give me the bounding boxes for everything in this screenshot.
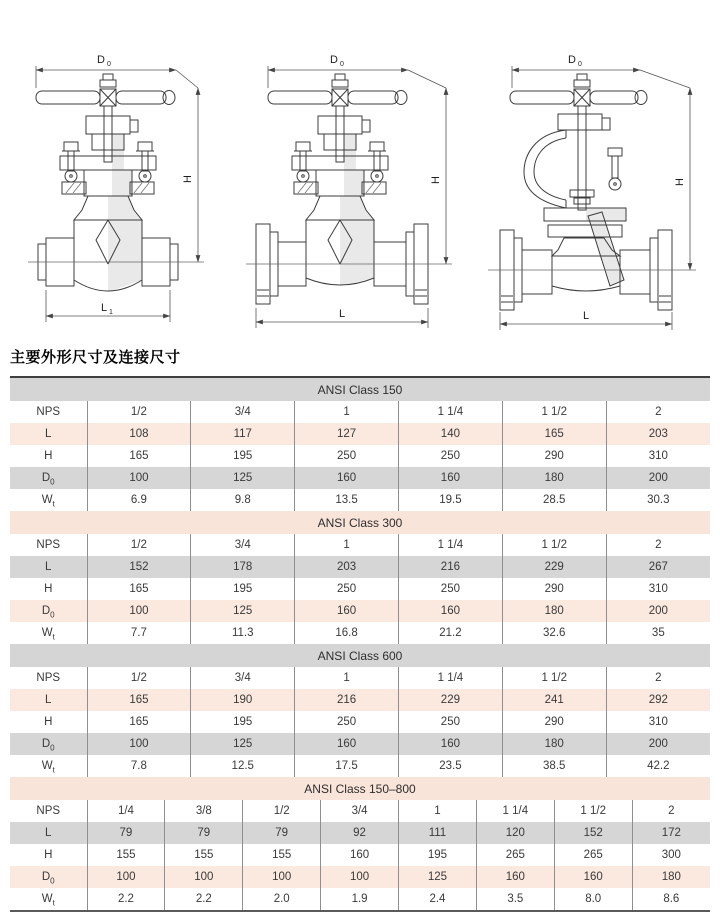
cell: 3.5 — [476, 888, 554, 910]
cell: 100 — [87, 467, 191, 489]
cell: 265 — [554, 844, 632, 866]
table-row — [10, 489, 710, 511]
cell: 160 — [398, 600, 502, 622]
cell: 160 — [295, 467, 399, 489]
cell: 16.8 — [295, 622, 399, 644]
cell: 12.5 — [191, 755, 295, 777]
cell: 21.2 — [398, 622, 502, 644]
cell: 3/8 — [165, 800, 243, 822]
cell: 216 — [398, 556, 502, 578]
cell: 180 — [632, 866, 710, 888]
dim-label-d0-sub: 0 — [107, 61, 111, 68]
cell: 79 — [87, 822, 165, 844]
cell: 3/4 — [191, 401, 295, 423]
cell: 100 — [165, 866, 243, 888]
cell: 155 — [243, 844, 321, 866]
cell: 160 — [295, 600, 399, 622]
table-title: ANSI Class 150–800 — [10, 777, 710, 800]
valve-body-drawing — [488, 74, 696, 310]
cell: 216 — [295, 689, 399, 711]
cell: 160 — [398, 733, 502, 755]
row-label: NPS — [36, 539, 61, 551]
row-label: L — [10, 822, 87, 844]
table-row — [10, 888, 710, 910]
cell: 1 1/4 — [398, 401, 502, 423]
table-title-row — [10, 644, 710, 667]
cell: 229 — [502, 556, 606, 578]
table-row — [10, 866, 710, 888]
dim-label-h: H — [430, 176, 442, 184]
cell: 155 — [87, 844, 165, 866]
cell: 125 — [191, 467, 295, 489]
cell: 1/2 — [243, 800, 321, 822]
table-row — [10, 689, 710, 711]
cell: 125 — [191, 600, 295, 622]
cell: 180 — [502, 600, 606, 622]
cell: 1 — [295, 667, 399, 689]
valve-drawing-flanged — [228, 40, 456, 332]
table-title-row — [10, 511, 710, 534]
cell: 250 — [398, 445, 502, 467]
cell: 9.8 — [191, 489, 295, 511]
table-row — [10, 822, 710, 844]
cell: 100 — [321, 866, 399, 888]
cell: 195 — [191, 711, 295, 733]
table-row — [10, 844, 710, 866]
cell: 38.5 — [502, 755, 606, 777]
table-row — [10, 445, 710, 467]
cell: 127 — [295, 423, 399, 445]
cell: 100 — [87, 600, 191, 622]
cell: 165 — [502, 423, 606, 445]
cell: 111 — [399, 822, 477, 844]
dim-label-d0: D — [330, 54, 338, 66]
table-row — [10, 401, 710, 423]
cell: 1/2 — [87, 401, 191, 423]
cell: 1 1/2 — [502, 534, 606, 556]
cell: 79 — [243, 822, 321, 844]
cell: 2.0 — [243, 888, 321, 910]
row-label: $D_0$ — [10, 467, 87, 489]
dimension-tables — [10, 376, 710, 912]
cell: 2 — [606, 401, 710, 423]
row-label: NPS — [36, 805, 61, 817]
table-row — [10, 556, 710, 578]
dim-label-h: H — [182, 175, 194, 183]
cell: 79 — [165, 822, 243, 844]
table-title: ANSI Class 300 — [10, 511, 710, 534]
cell: 120 — [476, 822, 554, 844]
cell: 290 — [502, 445, 606, 467]
cell: 125 — [191, 733, 295, 755]
cell: 250 — [398, 578, 502, 600]
cell: 100 — [87, 733, 191, 755]
section-heading: 主要外形尺寸及连接尺寸 — [10, 349, 181, 366]
cell: 310 — [606, 711, 710, 733]
row-label: $W_t$ — [41, 760, 55, 775]
valve-drawing-welded-end — [8, 40, 210, 332]
cell: 160 — [476, 866, 554, 888]
dim-label-l1-sub: 1 — [109, 309, 113, 316]
cell: 3/4 — [321, 800, 399, 822]
cell: 165 — [87, 689, 191, 711]
cell: 250 — [295, 445, 399, 467]
cell: 1.9 — [321, 888, 399, 910]
cell: 1 1/2 — [554, 800, 632, 822]
row-label: $D_0$ — [10, 733, 87, 755]
table-row — [10, 667, 710, 689]
cell: 172 — [632, 822, 710, 844]
table-row — [10, 578, 710, 600]
cell: 6.9 — [87, 489, 191, 511]
dim-label-d0: D — [97, 54, 105, 66]
cell: 8.0 — [554, 888, 632, 910]
row-label: $D_0$ — [10, 866, 87, 888]
cell: 117 — [191, 423, 295, 445]
dim-label-d0-sub: 0 — [578, 61, 582, 68]
cell: 152 — [87, 556, 191, 578]
row-label: H — [44, 849, 53, 861]
row-label: H — [44, 450, 53, 462]
cell: 1 1/4 — [398, 534, 502, 556]
cell: 250 — [398, 711, 502, 733]
cell: 267 — [606, 556, 710, 578]
cell: 241 — [502, 689, 606, 711]
cell: 13.5 — [295, 489, 399, 511]
cell: 108 — [87, 423, 191, 445]
table-row — [10, 622, 710, 644]
valve-body-drawing — [246, 74, 452, 304]
cell: 195 — [399, 844, 477, 866]
cell: 250 — [295, 578, 399, 600]
cell: 160 — [321, 844, 399, 866]
cell: 19.5 — [398, 489, 502, 511]
cell: 7.7 — [87, 622, 191, 644]
cell: 160 — [554, 866, 632, 888]
table-row — [10, 534, 710, 556]
cell: 190 — [191, 689, 295, 711]
table-title-row — [10, 777, 710, 800]
table-row — [10, 800, 710, 822]
table-row — [10, 711, 710, 733]
cell: 100 — [87, 866, 165, 888]
cell: 165 — [87, 445, 191, 467]
cell: 1 1/2 — [502, 401, 606, 423]
cell: 1 — [295, 401, 399, 423]
cell: 125 — [399, 866, 477, 888]
cell: 165 — [87, 578, 191, 600]
table-ansi-class-150-800 — [10, 777, 710, 910]
cell: 2.2 — [165, 888, 243, 910]
cell: 28.5 — [502, 489, 606, 511]
cell: 3/4 — [191, 534, 295, 556]
dim-label-l: L — [582, 310, 590, 322]
cell: 3/4 — [191, 667, 295, 689]
cell: 8.6 — [632, 888, 710, 910]
dim-label-l: L — [338, 308, 346, 320]
cell: 310 — [606, 578, 710, 600]
cell: 1/2 — [87, 667, 191, 689]
table-title: ANSI Class 600 — [10, 644, 710, 667]
cell: 165 — [87, 711, 191, 733]
cell: 2 — [606, 667, 710, 689]
cell: 30.3 — [606, 489, 710, 511]
cell: 23.5 — [398, 755, 502, 777]
cell: 160 — [295, 733, 399, 755]
cell: 155 — [165, 844, 243, 866]
cell: 100 — [243, 866, 321, 888]
row-label: L — [10, 423, 87, 445]
table-row — [10, 733, 710, 755]
cell: 290 — [502, 711, 606, 733]
cell: 1 1/4 — [476, 800, 554, 822]
table-title-row — [10, 378, 710, 401]
row-label: L — [10, 689, 87, 711]
cell: 203 — [295, 556, 399, 578]
cell: 265 — [476, 844, 554, 866]
cell: 195 — [191, 578, 295, 600]
cell: 1/2 — [87, 534, 191, 556]
cell: 32.6 — [502, 622, 606, 644]
row-label: $W_t$ — [41, 494, 55, 509]
cell: 2 — [632, 800, 710, 822]
table-row — [10, 467, 710, 489]
cell: 1/4 — [87, 800, 165, 822]
cell: 2.4 — [399, 888, 477, 910]
row-label: H — [44, 716, 53, 728]
cell: 1 — [295, 534, 399, 556]
cell: 35 — [606, 622, 710, 644]
table-row — [10, 755, 710, 777]
row-label: NPS — [36, 406, 61, 418]
valve-drawing-yoke-flanged — [470, 40, 702, 332]
dim-label-d0: D — [568, 54, 576, 66]
cell: 229 — [398, 689, 502, 711]
row-label: $W_t$ — [41, 893, 55, 908]
cell: 140 — [398, 423, 502, 445]
cell: 1 1/2 — [502, 667, 606, 689]
cell: 42.2 — [606, 755, 710, 777]
cell: 11.3 — [191, 622, 295, 644]
cell: 160 — [398, 467, 502, 489]
row-label: H — [44, 583, 53, 595]
cell: 180 — [502, 467, 606, 489]
dim-label-h: H — [674, 178, 686, 186]
cell: 1 — [399, 800, 477, 822]
cell: 200 — [606, 600, 710, 622]
row-label: $W_t$ — [41, 627, 55, 642]
cell: 2 — [606, 534, 710, 556]
cell: 178 — [191, 556, 295, 578]
dim-label-d0-sub: 0 — [340, 61, 344, 68]
row-label: L — [10, 556, 87, 578]
cell: 292 — [606, 689, 710, 711]
valve-body-drawing — [28, 74, 204, 292]
row-label: NPS — [36, 672, 61, 684]
cell: 300 — [632, 844, 710, 866]
dim-label-l1: L — [100, 302, 108, 314]
valve-drawings — [0, 0, 720, 332]
table-ansi-class-300 — [10, 511, 710, 644]
cell: 92 — [321, 822, 399, 844]
cell: 180 — [502, 733, 606, 755]
table-ansi-class-600 — [10, 644, 710, 777]
table-row — [10, 423, 710, 445]
cell: 203 — [606, 423, 710, 445]
cell: 200 — [606, 733, 710, 755]
row-label: $D_0$ — [10, 600, 87, 622]
table-ansi-class-150 — [10, 378, 710, 511]
cell: 7.8 — [87, 755, 191, 777]
cell: 1 1/4 — [398, 667, 502, 689]
cell: 290 — [502, 578, 606, 600]
cell: 152 — [554, 822, 632, 844]
table-row — [10, 600, 710, 622]
cell: 195 — [191, 445, 295, 467]
table-title: ANSI Class 150 — [10, 378, 710, 401]
cell: 2.2 — [87, 888, 165, 910]
cell: 310 — [606, 445, 710, 467]
cell: 200 — [606, 467, 710, 489]
cell: 250 — [295, 711, 399, 733]
cell: 17.5 — [295, 755, 399, 777]
